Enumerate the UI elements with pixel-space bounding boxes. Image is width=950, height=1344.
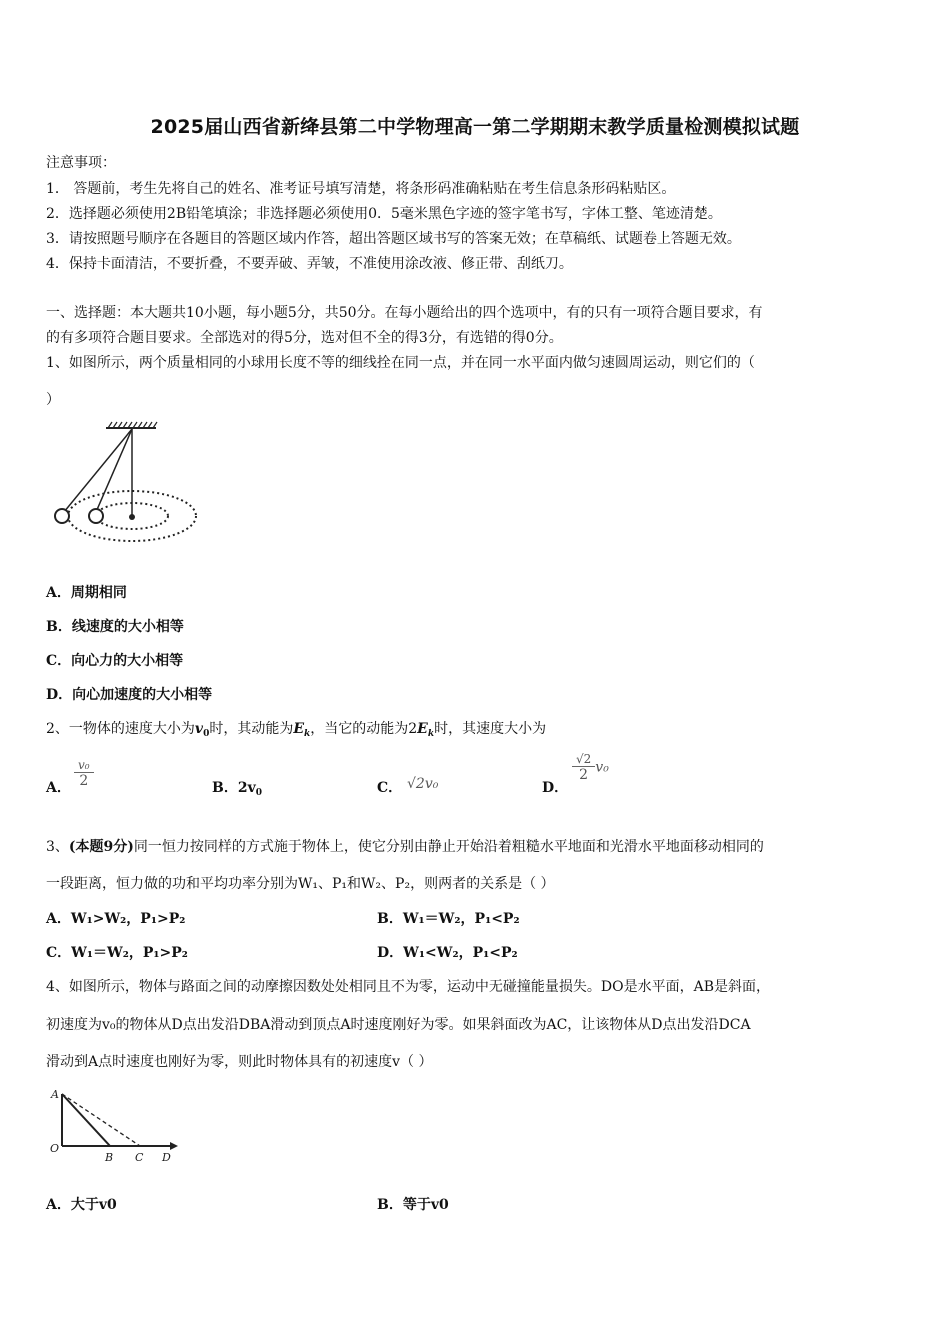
q1-option-d[interactable]: D．向心加速度的大小相等 [46,687,213,703]
q1-option-a[interactable]: A．周期相同 [46,585,127,601]
q1-stem-line1: 1、如图所示，两个质量相同的小球用长度不等的细线拴在同一点，并在同一水平面内做匀速圆周运动，则它们的（ [46,355,755,371]
q2-option-a-label[interactable]: A． [46,780,71,796]
q3-option-c[interactable]: C．W₁＝W₂，P₁>P₂ [46,945,188,961]
notice-item-1: 1． 答题前，考生先将自己的姓名、准考证号填写清楚，将条形码准确粘贴在考生信息条形码粘贴区。 [46,181,676,197]
q4-stem-line2: 初速度为v₀的物体从D点出发沿DBA滑动到顶点A时速度刚好为零。如果斜面改为AC，让该物体从D点出发沿DCA [46,1017,751,1033]
notice-heading: 注意事项： [46,155,116,171]
notice-item-4: 4．保持卡面清洁，不要折叠，不要弄破、弄皱，不准使用涂改液、修正带、刮纸刀。 [46,256,573,272]
page-title: 2025届山西省新绛县第二中学物理高一第二学期期末教学质量检测模拟试题 [150,116,800,138]
q3-option-b[interactable]: B．W₁＝W₂，P₁<P₂ [377,911,520,927]
figure-label-o: O [50,1142,60,1155]
q2-option-c-label[interactable]: C． [377,780,403,796]
incline-figure [46,1086,181,1166]
q1-option-c[interactable]: C．向心力的大小相等 [46,653,184,669]
section-intro-line1: 一、选择题：本大题共10小题，每小题5分，共50分。在每小题给出的四个选项中，有的只有一项符合题目要求，有 [46,305,763,321]
q1-option-b[interactable]: B．线速度的大小相等 [46,619,184,635]
q4-option-a[interactable]: A．大于v0 [46,1197,117,1213]
q3-stem-line2: 一段距离，恒力做的功和平均功率分别为W₁、P₁和W₂、P₂，则两者的关系是（ ） [46,876,555,892]
q2-stem: 2、一物体的速度大小为$v_0$时，其动能为$E_k$，当它的动能为$2E_k$时，其速度大小为 [46,721,547,739]
figure-label-d: D [162,1151,171,1164]
q2-option-c-value[interactable]: √2v₀ [407,776,439,792]
notice-item-2: 2．选择题必须使用2B铅笔填涂；非选择题必须使用0．5毫米黑色字迹的签字笔书写，字体工整、笔迹清楚。 [46,206,722,222]
q2-option-a-value[interactable]: $\frac{\text{v₀}}{2}$ [74,758,94,789]
q4-option-b[interactable]: B．等于v0 [377,1197,449,1213]
q3-option-d[interactable]: D．W₁<W₂，P₁<P₂ [377,945,518,961]
figure-label-c: C [135,1151,144,1164]
section-intro-line2: 的有多项符合题目要求。全部选对的得5分，选对但不全的得3分，有选错的得0分。 [46,330,563,346]
figure-label-b: B [105,1151,114,1164]
q2-option-b[interactable]: B．$2v_0$ [212,780,262,798]
figure-label-a: A [51,1088,59,1101]
q2-option-d-value[interactable]: $\frac{√2}{2}$ v₀ [572,752,609,783]
q2-option-d-label[interactable]: D． [542,780,569,796]
q4-stem-line1: 4、如图所示，物体与路面之间的动摩擦因数处处相同且不为零，运动中无碰撞能量损失。DO是水平面，AB是斜面， [46,979,771,995]
q4-stem-line3: 滑动到A点时速度也刚好为零，则此时物体具有的初速度v（ ） [46,1054,433,1070]
q3-stem-line1: 3、(本题9分)同一恒力按同样的方式施于物体上，使它分别由静止开始沿着粗糙水平地面和光滑水平地面移动相同的 [46,839,764,855]
notice-item-3: 3．请按照题号顺序在各题目的答题区域内作答，超出答题区域书写的答案无效；在草稿纸、试题卷上答题无效。 [46,231,741,247]
q3-option-a[interactable]: A．W₁>W₂，P₁>P₂ [46,911,186,927]
q1-stem-line2: ） [46,392,60,408]
conical-pendulum-figure [46,420,206,550]
